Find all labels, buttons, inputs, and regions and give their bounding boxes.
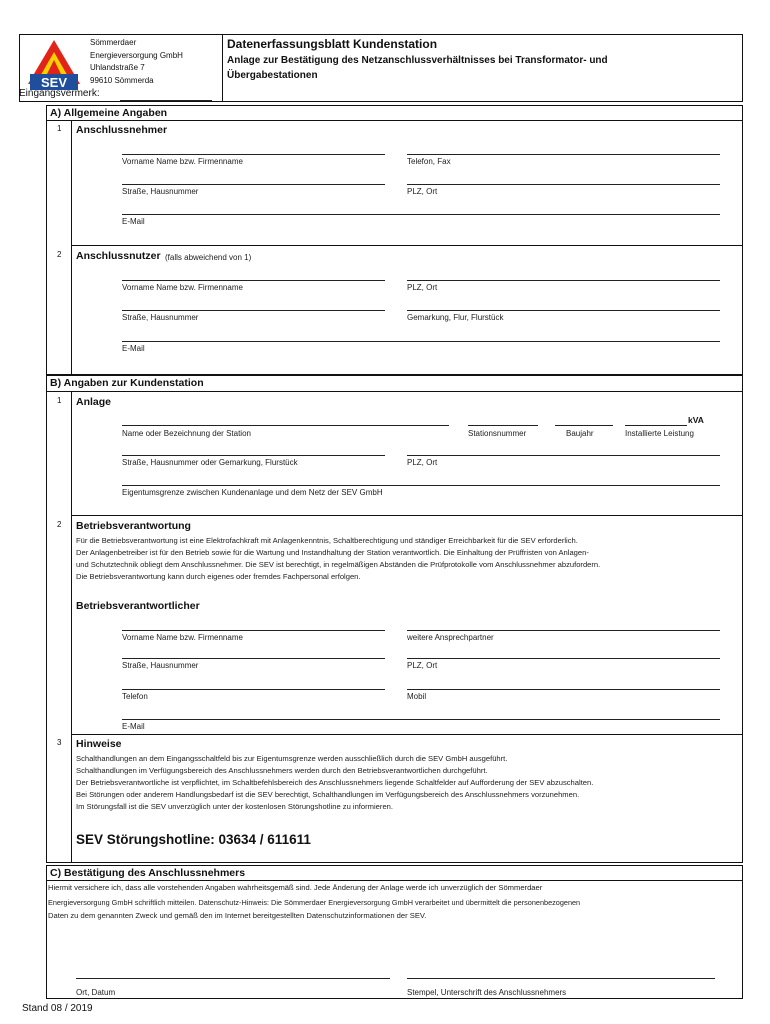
field-label: Straße, Hausnummer [122,313,199,322]
section-b-item-divider [71,734,743,735]
betriebsverantwortlicher-title: Betriebsverantwortlicher [76,600,200,612]
anschlussnutzer-city-field[interactable] [407,280,720,281]
field-label: Straße, Hausnummer [122,187,199,196]
bv-contact-field[interactable] [407,630,720,631]
anschlussnehmer-phone-field[interactable] [407,154,720,155]
field-label: Stationsnummer [468,429,527,438]
company-name-1: Sömmerdaer [90,38,137,47]
section-c-title: C) Bestätigung des Anschlussnehmers [50,867,246,879]
page-title: Datenerfassungsblatt Kundenstation [227,37,438,51]
logo-text: SEV [40,75,68,90]
field-label: Straße, Hausnummer oder Gemarkung, Flurstück [122,458,298,467]
section-b-item-divider [71,515,743,516]
betriebsverantwortung-text: Der Anlagenbetreiber ist für den Betrieb sowie für die Wartung und Instandhaltung der Station verantwortlich. Die Einhaltung der Prüffristen von Anlagen- [76,548,589,557]
bv-name-field[interactable] [122,630,385,631]
signature-field[interactable] [407,978,715,979]
field-label: Telefon, Fax [407,157,451,166]
anschlussnutzer-parcel-field[interactable] [407,310,720,311]
stand-date: Stand 08 / 2019 [22,1003,93,1014]
anschlussnehmer-city-field[interactable] [407,184,720,185]
anschlussnehmer-street-field[interactable] [122,184,385,185]
station-city-field[interactable] [407,455,720,456]
section-a-title: A) Allgemeine Angaben [50,107,168,119]
field-label: Baujahr [566,429,594,438]
kva-unit: kVA [688,415,704,425]
section-b-number-column [71,391,72,863]
section-c-title-divider [46,880,743,881]
ort-datum-field[interactable] [76,978,390,979]
section-a-title-divider [46,120,743,121]
betriebsverantwortung-title: Betriebsverantwortung [76,520,191,532]
section-b-title: B) Angaben zur Kundenstation [50,377,204,389]
field-label: Stempel, Unterschrift des Anschlussnehmers [407,988,567,997]
field-label: Installierte Leistung [625,429,694,438]
anschlussnutzer-street-field[interactable] [122,310,385,311]
bv-street-field[interactable] [122,658,385,659]
field-label: PLZ, Ort [407,661,438,670]
section-a-box [46,105,743,375]
page-subtitle-1: Anlage zur Bestätigung des Netzanschlussverhältnisses bei Transformator- und [227,55,608,66]
station-number-field[interactable] [468,425,538,426]
field-label: Vorname Name bzw. Firmenname [122,157,243,166]
confirmation-text: Daten zu dem genannten Zweck und gemäß den im Internet bereitgestellten Datenschutzinformationen der SEV. [48,911,427,920]
leistung-field[interactable] [625,425,687,426]
field-label: Ort, Datum [76,988,116,997]
betriebsverantwortung-text: Die Betriebsverantwortung kann durch eigenes oder fremdes Fachpersonal erfolgen. [76,572,361,581]
field-label: PLZ, Ort [407,458,438,467]
hinweise-text: Schalthandlungen an dem Eingangsschaltfeld bis zur Eigentumsgrenze werden ausschließlich durch die SEV GmbH ausgeführt. [76,754,508,763]
field-label: E-Mail [122,217,145,226]
anschlussnehmer-name-field[interactable] [122,154,385,155]
anschlussnehmer-title: Anschlussnehmer [76,124,168,136]
field-label: E-Mail [122,344,145,353]
field-label: Vorname Name bzw. Firmenname [122,283,243,292]
item-number: 1 [57,396,62,405]
section-b-title-divider [46,391,743,392]
field-label: Eigentumsgrenze zwischen Kundenanlage und dem Netz der SEV GmbH [122,488,383,497]
anschlussnutzer-email-field[interactable] [122,341,720,342]
field-label: Straße, Hausnummer [122,661,199,670]
anschlussnutzer-note: (falls abweichend von 1) [165,253,252,262]
company-street: Uhlandstraße 7 [90,63,145,72]
eigentumsgrenze-field[interactable] [122,485,720,486]
eingangsvermerk-label: Eingangsvermerk: [19,88,100,99]
bv-mobile-field[interactable] [407,689,720,690]
field-label: E-Mail [122,722,145,731]
page-subtitle-2: Übergabestationen [227,70,318,81]
item-number: 1 [57,124,62,133]
hinweise-title: Hinweise [76,738,122,750]
hotline-text: SEV Störungshotline: 03634 / 611611 [76,832,311,847]
station-name-field[interactable] [122,425,449,426]
header-divider [222,34,223,102]
field-label: weitere Ansprechpartner [407,633,494,642]
anschlussnutzer-title: Anschlussnutzer [76,250,161,262]
field-label: Gemarkung, Flur, Flurstück [407,313,504,322]
sev-logo [24,38,84,94]
bv-phone-field[interactable] [122,689,385,690]
betriebsverantwortung-text: Für die Betriebsverantwortung ist eine Elektrofachkraft mit Anlagenkenntnis, Schaltberechtigung und ständiger Erreichbarkeit für die SEV erforderlich. [76,536,578,545]
item-number: 2 [57,520,62,529]
confirmation-text: Energieversorgung GmbH schriftlich mitteilen. Datenschutz-Hinweis: Die Sömmerdaer Energieversorgung GmbH verarbeitet und übermittelt die personenbezogenen [48,898,581,907]
hinweise-text: Im Störungsfall ist die SEV unverzüglich unter der kostenlosen Störungshotline zu informieren. [76,802,393,811]
hinweise-text: Der Betriebsverantwortliche ist verpflichtet, im Schaltbefehlsbereich des Anschlussnehmers liegende Schaltfelder auf Aufforderung der SEV abzuschalten. [76,778,594,787]
company-city: 99610 Sömmerda [90,76,154,85]
field-label: Telefon [122,692,148,701]
anschlussnutzer-name-field[interactable] [122,280,385,281]
confirmation-text: Hiermit versichere ich, dass alle vorstehenden Angaben wahrheitsgemäß sind. Jede Änderung der Anlage werde ich unverzüglich der Sömmerdaer [48,883,543,892]
bv-city-field[interactable] [407,658,720,659]
field-label: Mobil [407,692,427,701]
anlage-title: Anlage [76,396,112,408]
section-a-number-column [71,120,72,375]
hinweise-text: Schalthandlungen im Verfügungsbereich des Anschlussnehmers werden durch den Betriebsverantwortlichen durchgeführt. [76,766,488,775]
eingangsvermerk-field[interactable] [120,100,212,101]
anschlussnehmer-email-field[interactable] [122,214,720,215]
item-number: 2 [57,250,62,259]
item-number: 3 [57,738,62,747]
station-street-field[interactable] [122,455,385,456]
betriebsverantwortung-text: und Schutztechnik obliegt dem Anschlussnehmer. Die SEV ist berechtigt, in regelmäßigen Abständen die Prüfprotokolle vom Anschlussnehmer abzufordern. [76,560,601,569]
hinweise-text: Bei Störungen oder anderem Handlungsbedarf ist die SEV berechtigt, Schalthandlungen im Verfügungsbereich des Anschlussnehmers vorzunehmen. [76,790,580,799]
field-label: PLZ, Ort [407,283,438,292]
field-label: PLZ, Ort [407,187,438,196]
section-a-item-divider [71,245,743,246]
field-label: Name oder Bezeichnung der Station [122,429,251,438]
bv-email-field[interactable] [122,719,720,720]
field-label: Vorname Name bzw. Firmenname [122,633,243,642]
baujahr-field[interactable] [555,425,613,426]
company-name-2: Energieversorgung GmbH [90,51,183,60]
